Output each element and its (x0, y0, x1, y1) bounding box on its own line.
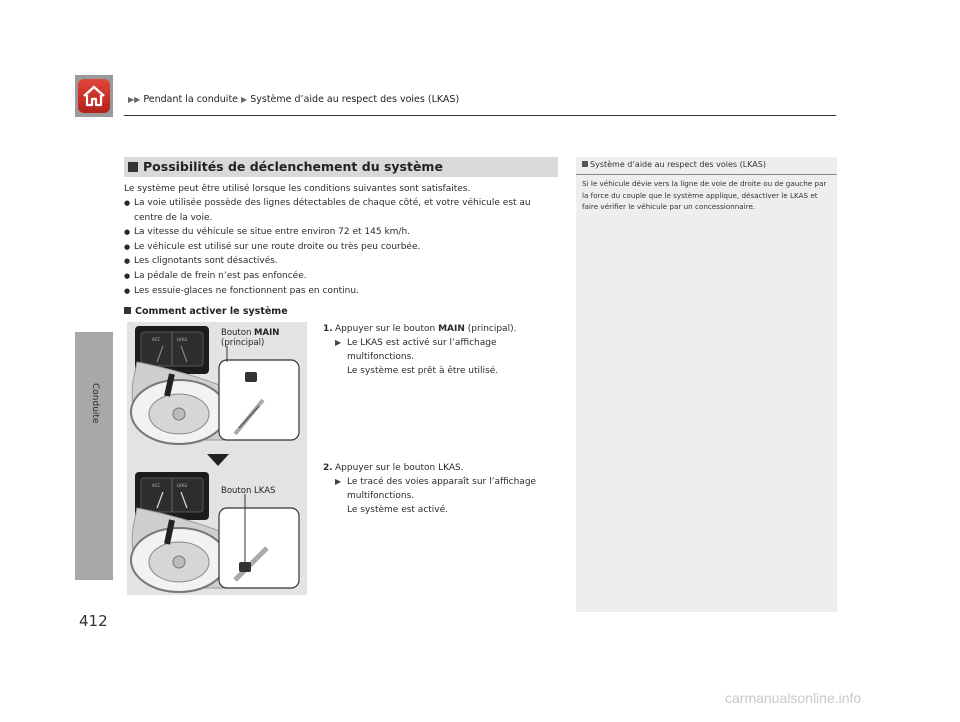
breadcrumb-item[interactable]: Système d’aide au respect des voies (LKAS) (250, 94, 460, 105)
note-marker-icon (582, 161, 588, 167)
breadcrumb-arrow-icon: ▶ (134, 95, 141, 104)
sidebar-rule (576, 174, 837, 175)
breadcrumb-arrow-icon: ▶ (241, 95, 248, 104)
condition-list (124, 196, 554, 298)
list-item: ● Les clignotants sont désactivés. (124, 254, 554, 269)
step-1: 1. Appuyer sur le bouton MAIN (principal). ▶ Le LKAS est activé sur l’affichage multifonctions. Le système est prêt à être utilisé. (323, 324, 517, 376)
sidebar-title: Système d’aide au respect des voies (LKAS) (590, 160, 766, 169)
main-button-label: Bouton MAIN (principal) (221, 328, 280, 348)
section-heading (124, 157, 558, 177)
subsection-heading (124, 306, 288, 317)
section-intro: Le système peut être utilisé lorsque les conditions suivantes sont satisfaites. (124, 184, 471, 194)
step-2: 2. Appuyer sur le bouton LKAS. ▶ Le tracé des voies apparaît sur l’affichage multifonctions. Le système est activé. (323, 463, 537, 515)
watermark: carmanualsonline.info (725, 690, 862, 706)
sidebar-heading (576, 157, 837, 174)
home-button[interactable] (78, 79, 110, 113)
subsection-marker-icon (124, 307, 131, 314)
steering-wheel-figure (127, 322, 307, 595)
display-lkas-text: LKAS (177, 337, 188, 342)
list-item: ● La vitesse du véhicule se situe entre environ 72 et 145 km/h. (124, 225, 554, 240)
home-icon (78, 79, 110, 113)
breadcrumb-arrow-icon: ▶ (128, 95, 135, 104)
header-rule (124, 115, 836, 116)
subsection-title: Comment activer le système (135, 306, 288, 317)
lkas-button-label: Bouton LKAS (221, 486, 276, 496)
sidebar-note (576, 157, 837, 612)
result-arrow-icon: ▶ (335, 338, 342, 347)
breadcrumb-item[interactable]: Pendant la conduite (143, 94, 239, 105)
result-arrow-icon: ▶ (335, 477, 342, 486)
list-item: ● La pédale de frein n’est pas enfoncée. (124, 269, 554, 284)
sidebar-body: Si le véhicule dévie vers la ligne de voie de droite ou de gauche par la force du couple que le système applique, désactiver le LKAS et faire vérifier le véhicule par un concessionnaire. (582, 179, 827, 211)
section-title: Possibilités de déclenchement du système (143, 159, 443, 174)
steering-wheel-illustration (127, 322, 307, 595)
chapter-label: Conduite (90, 383, 100, 424)
breadcrumb (128, 94, 459, 105)
chapter-rail (75, 332, 113, 580)
display-acc-text: ACC (152, 483, 161, 488)
section-marker-icon (128, 162, 138, 172)
list-item: ● La voie utilisée possède des lignes détectables de chaque côté, et votre véhicule est au centre de la voie. (124, 196, 554, 225)
page-number: 412 (79, 612, 108, 630)
list-item: ● Les essuie-glaces ne fonctionnent pas en continu. (124, 284, 554, 299)
display-acc-text: ACC (152, 337, 161, 342)
list-item: ● Le véhicule est utilisé sur une route droite ou très peu courbée. (124, 240, 554, 255)
display-lkas-text: LKAS (177, 483, 188, 488)
